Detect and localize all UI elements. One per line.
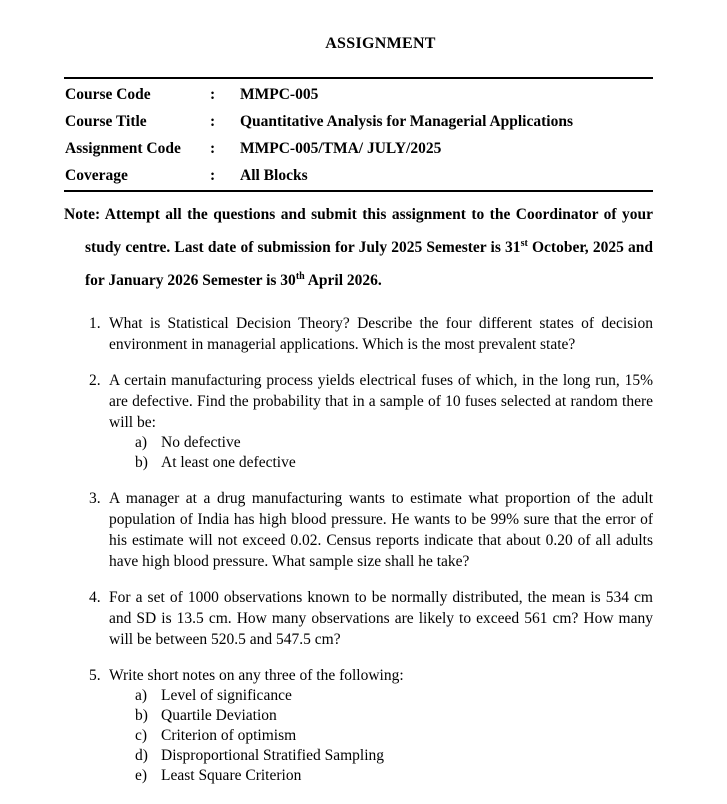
- sub-item: [109, 433, 653, 453]
- sub-item-text: Level of significance: [161, 686, 292, 704]
- note-superscript: th: [295, 270, 305, 282]
- sub-item-letter: a): [135, 686, 148, 704]
- submission-note: [64, 198, 653, 297]
- sub-item-letter: b): [135, 706, 148, 724]
- row-separator: :: [210, 139, 216, 157]
- sub-item-text: Criterion of optimism: [161, 726, 297, 744]
- question-number: 4.: [89, 588, 101, 606]
- sub-item-text: Least Square Criterion: [161, 766, 302, 784]
- row-label: Coverage: [65, 166, 128, 184]
- question-list: [64, 313, 653, 786]
- note-label: Note:: [64, 206, 101, 223]
- question-item-4: [64, 587, 653, 650]
- question-item-3: [64, 488, 653, 572]
- question-number: 2.: [89, 371, 101, 389]
- table-row: [64, 108, 653, 135]
- question-number: 5.: [89, 666, 101, 684]
- question-text: A manager at a drug manufacturing wants to estimate what proportion of the adult population of India has high blood pressure. He wants to be 99% sure that the error of his estimate will not exceed 0.02. Census reports indicate that about 0.20 of all adults have high blood pressure. What sample size shall he take?: [109, 489, 653, 570]
- sub-item-letter: d): [135, 746, 148, 764]
- row-label: Course Code: [65, 85, 151, 103]
- sub-item-letter: a): [135, 433, 148, 451]
- row-value: MMPC-005: [240, 85, 319, 103]
- row-value: MMPC-005/TMA/ JULY/2025: [240, 139, 442, 157]
- note-text: Attempt all the questions and submit this assignment to the Coordinator of your study centre. Last date of submission for July 2025 Semester is 31: [85, 206, 653, 256]
- question-number: 1.: [89, 314, 101, 332]
- question-text: For a set of 1000 observations known to be normally distributed, the mean is 534 cm and SD is 13.5 cm. How many observations are likely to exceed 561 cm? How many will be between 520.5 and 547.5 cm?: [109, 588, 653, 648]
- sub-item: [109, 726, 653, 746]
- sub-item-letter: b): [135, 453, 148, 471]
- question-number: 3.: [89, 489, 101, 507]
- sub-item-letter: e): [135, 766, 148, 784]
- row-label: Assignment Code: [65, 139, 181, 157]
- question-text: Write short notes on any three of the following:: [109, 666, 404, 684]
- row-value: Quantitative Analysis for Managerial Applications: [240, 112, 573, 130]
- question-item-2: [64, 370, 653, 473]
- question-item-1: [64, 313, 653, 355]
- sub-item: [109, 453, 653, 473]
- question-body: [109, 665, 653, 786]
- sub-item: [109, 766, 653, 786]
- row-label: Course Title: [65, 112, 147, 130]
- sub-item: [109, 686, 653, 706]
- sub-item-text: Disproportional Stratified Sampling: [161, 746, 385, 764]
- row-separator: :: [210, 112, 216, 130]
- table-row: [64, 81, 653, 108]
- sub-item-letter: c): [135, 726, 148, 744]
- question-text: A certain manufacturing process yields electrical fuses of which, in the long run, 15% are defective. Find the probability that in a sample of 10 fuses selected at random there will be:: [109, 371, 653, 431]
- table-row: [64, 135, 653, 162]
- course-table: [64, 77, 653, 192]
- question-body: [109, 370, 653, 473]
- page-title: ASSIGNMENT: [325, 35, 436, 52]
- note-superscript: st: [520, 237, 528, 249]
- sub-item-text: No defective: [161, 433, 241, 451]
- sub-item: [109, 706, 653, 726]
- table-row: [64, 162, 653, 189]
- sub-item-text: Quartile Deviation: [161, 706, 277, 724]
- row-separator: :: [210, 166, 216, 184]
- row-value: All Blocks: [240, 166, 308, 184]
- row-separator: :: [210, 85, 216, 103]
- question-item-5: [64, 665, 653, 786]
- sub-item: [109, 746, 653, 766]
- note-text: April 2026.: [304, 272, 382, 289]
- note-text: October, 2025 and for January 2026 Semester is 30: [85, 239, 653, 289]
- sub-item-text: At least one defective: [161, 453, 296, 471]
- question-text: What is Statistical Decision Theory? Describe the four different states of decision environment in managerial applications. Which is the most prevalent state?: [109, 314, 653, 353]
